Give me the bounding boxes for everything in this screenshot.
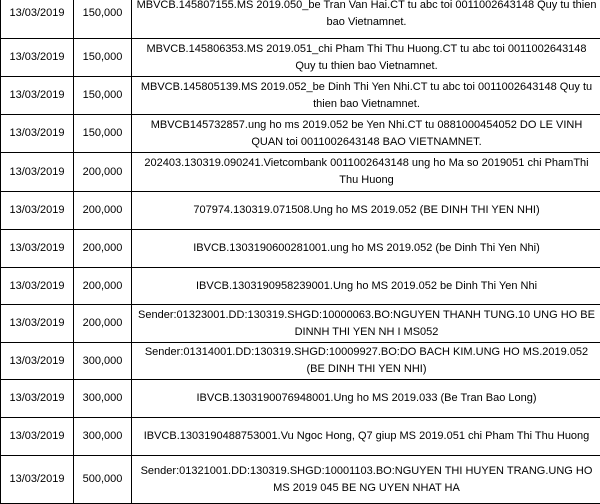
amount-cell: 150,000 (74, 115, 132, 153)
description-cell: MBVCB145732857.ung ho ms 2019.052 be Yen Nhi.CT tu 0881000454052 DO LE VINH QUAN toi 0011002643148 BAO VIETNAMNET. (132, 115, 600, 153)
table-row (1, 230, 600, 268)
date-cell: 13/03/2019 (1, 418, 74, 456)
description-cell: 707974.130319.071508.Ung ho MS 2019.052 (BE DINH THI YEN NHI) (132, 192, 600, 230)
table-row (1, 343, 600, 380)
description-cell: IBVCB.1303190076948001.Ung ho MS 2019.033 (Be Tran Bao Long) (132, 380, 600, 418)
amount-cell: 300,000 (74, 343, 132, 380)
amount-cell: 200,000 (74, 192, 132, 230)
amount-cell: 300,000 (74, 418, 132, 456)
table-row (1, 192, 600, 230)
amount-cell: 200,000 (74, 230, 132, 268)
description-cell: IBVCB.1303190600281001.ung ho MS 2019.052 (be Dinh Thi Yen Nhi) (132, 230, 600, 268)
date-cell: 13/03/2019 (1, 268, 74, 305)
date-cell: 13/03/2019 (1, 456, 74, 504)
table-row (1, 268, 600, 305)
description-cell: 202403.130319.090241.Vietcombank 0011002643148 ung ho Ma so 2019051 chi PhamThi Thu Huong (132, 153, 600, 192)
description-cell: Sender:01323001.DD:130319.SHGD:10000063.BO:NGUYEN THANH TUNG.10 UNG HO BE DINNH THI YEN NH I MS052 (132, 305, 600, 343)
amount-cell: 500,000 (74, 456, 132, 504)
date-cell: 13/03/2019 (1, 343, 74, 380)
date-cell: 13/03/2019 (1, 192, 74, 230)
amount-cell: 150,000 (74, 0, 132, 39)
amount-cell: 150,000 (74, 39, 132, 77)
date-cell: 13/03/2019 (1, 380, 74, 418)
description-cell: MBVCB.145807155.MS 2019.050_be Tran Van Hai.CT tu abc toi 0011002643148 Quy tu thien bao Vietnamnet. (132, 0, 600, 39)
description-cell: Sender:01314001.DD:130319.SHGD:10009927.BO:DO BACH KIM.UNG HO MS.2019.052 (BE DINH THI YEN NHI) (132, 343, 600, 380)
description-cell: MBVCB.145806353.MS 2019.051_chi Pham Thi Thu Huong.CT tu abc toi 0011002643148 Quy tu thien bao Vietnamnet. (132, 39, 600, 77)
table-row (1, 39, 600, 77)
table-row (1, 380, 600, 418)
table-row (1, 77, 600, 115)
amount-cell: 200,000 (74, 268, 132, 305)
table-row (1, 0, 600, 39)
date-cell: 13/03/2019 (1, 230, 74, 268)
description-cell: MBVCB.145805139.MS 2019.052_be Dinh Thi Yen Nhi.CT tu abc toi 0011002643148 Quy tu thien bao Vietnamnet. (132, 77, 600, 115)
table-row (1, 418, 600, 456)
amount-cell: 200,000 (74, 305, 132, 343)
table-row (1, 153, 600, 192)
date-cell: 13/03/2019 (1, 153, 74, 192)
table-row (1, 115, 600, 153)
date-cell: 13/03/2019 (1, 0, 74, 39)
date-cell: 13/03/2019 (1, 115, 74, 153)
description-cell: IBVCB.1303190488753001.Vu Ngoc Hong, Q7 giup MS 2019.051 chi Pham Thi Thu Huong (132, 418, 600, 456)
table-row (1, 456, 600, 504)
description-cell: Sender:01321001.DD:130319.SHGD:10001103.BO:NGUYEN THI HUYEN TRANG.UNG HO MS 2019 045 BE NG UYEN NHAT HA (132, 456, 600, 504)
date-cell: 13/03/2019 (1, 77, 74, 115)
amount-cell: 200,000 (74, 153, 132, 192)
date-cell: 13/03/2019 (1, 39, 74, 77)
transactions-body (1, 0, 600, 504)
amount-cell: 150,000 (74, 77, 132, 115)
date-cell: 13/03/2019 (1, 305, 74, 343)
amount-cell: 300,000 (74, 380, 132, 418)
description-cell: IBVCB.1303190958239001.Ung ho MS 2019.052 be Dinh Thi Yen Nhi (132, 268, 600, 305)
table-row (1, 305, 600, 343)
